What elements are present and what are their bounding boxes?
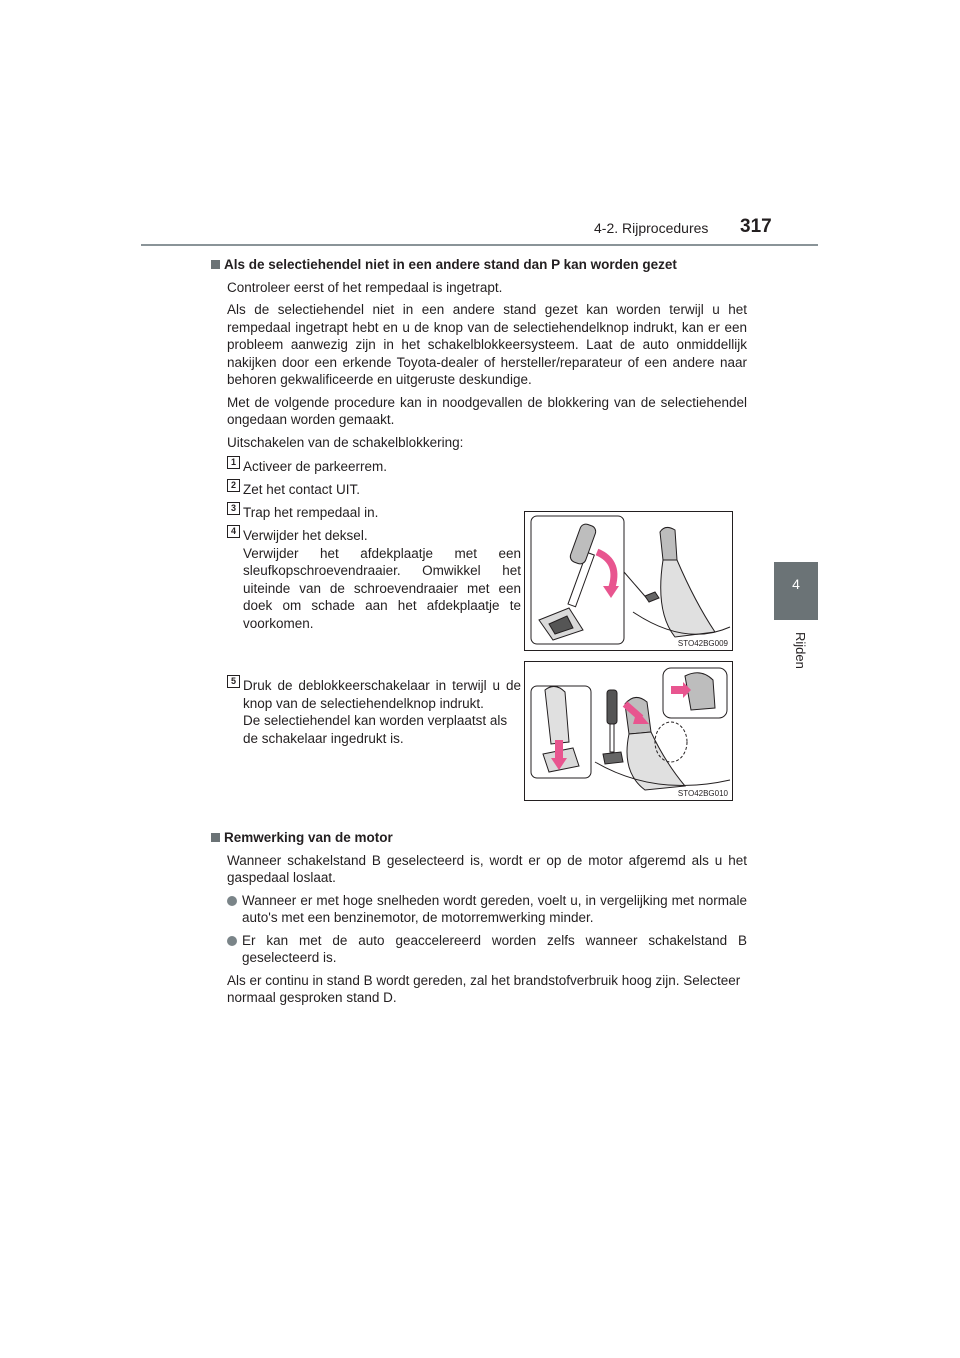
round-bullet-icon [227, 896, 237, 906]
square-bullet-icon [211, 833, 220, 842]
step-text: Zet het contact UIT. [243, 482, 361, 497]
paragraph: Wanneer schakelstand B geselecteerd is, wordt er op de motor afgeremd als u het gaspedaal loslaat. [227, 852, 747, 885]
paragraph: Als er continu in stand B wordt gereden, zal het brandstofverbruik hoog zijn. Selecteer normaal gesproken stand D. [227, 972, 741, 1005]
chapter-tab: 4 [774, 562, 818, 620]
step-text: Druk de deblokkeerschakelaar in terwijl u de knop van de selectiehendelknop indrukt. De selectiehendel kan worden verplaatst als de schakelaar ingedrukt is. [243, 678, 521, 746]
step-number: 1 [227, 456, 240, 469]
chapter-label: Rijden [793, 632, 808, 669]
header-rule [141, 244, 818, 246]
figure-label: STO42BG010 [677, 789, 728, 798]
paragraph: Als de selectiehendel niet in een andere stand gezet kan worden terwijl u het rempedaal ingetrapt hebt en u de knop van de selectiehendelknop indrukt, kan er een probleem aanwezig zijn in het schakelblokkeersysteem. Laat de auto onmiddellijk nakijken door een erkende Toyota-dealer of hersteller/reparateur of een andere naar behoren gekwalificeerde en uitgeruste deskundige. [227, 302, 747, 387]
step-number: 3 [227, 502, 240, 515]
section1-heading: Als de selectiehendel niet in een andere stand dan P kan worden gezet [211, 256, 747, 274]
section-title: 4-2. Rijprocedures [594, 220, 709, 236]
step-number: 4 [227, 525, 240, 538]
section2-body [211, 852, 747, 887]
step-text: Activeer de parkeerrem. [243, 459, 388, 474]
paragraph: Met de volgende procedure kan in noodgevallen de blokkering van de selectiehendel ongedaan worden gemaakt. [227, 394, 747, 427]
figure-shift-cover [524, 511, 733, 651]
step-number: 5 [227, 675, 240, 688]
bullet-item: Wanneer er met hoge snelheden wordt gereden, voelt u, in vergelijking met normale auto's met een benzinemotor, de motorremwerking minder. [211, 892, 747, 927]
page-number: 317 [740, 216, 772, 237]
bullet-item: Er kan met de auto geaccelereerd worden zelfs wanneer schakelstand B geselecteerd is. [211, 932, 747, 967]
paragraph: Uitschakelen van de schakelblokkering: [227, 434, 464, 450]
step-text: Trap het rempedaal in. [243, 505, 379, 520]
figure-label: STO42BG009 [677, 639, 728, 648]
shift-release-illustration [525, 662, 732, 800]
step-text: Verwijder het deksel. Verwijder het afdekplaatje met een sleufkopschroevendraaier. Omwikkel het uiteinde van de schroevendraaier met een doek om schade aan het afdekplaatje te voorkomen. [243, 528, 521, 631]
square-bullet-icon [211, 260, 220, 269]
round-bullet-icon [227, 936, 237, 946]
step-item [227, 456, 747, 479]
step-item [227, 479, 747, 502]
section2-heading: Remwerking van de motor [211, 829, 747, 847]
paragraph: Controleer eerst of het rempedaal is ingetrapt. [227, 279, 503, 295]
step-number: 2 [227, 479, 240, 492]
figure-shift-release [524, 661, 733, 801]
shift-cover-illustration [525, 512, 732, 650]
